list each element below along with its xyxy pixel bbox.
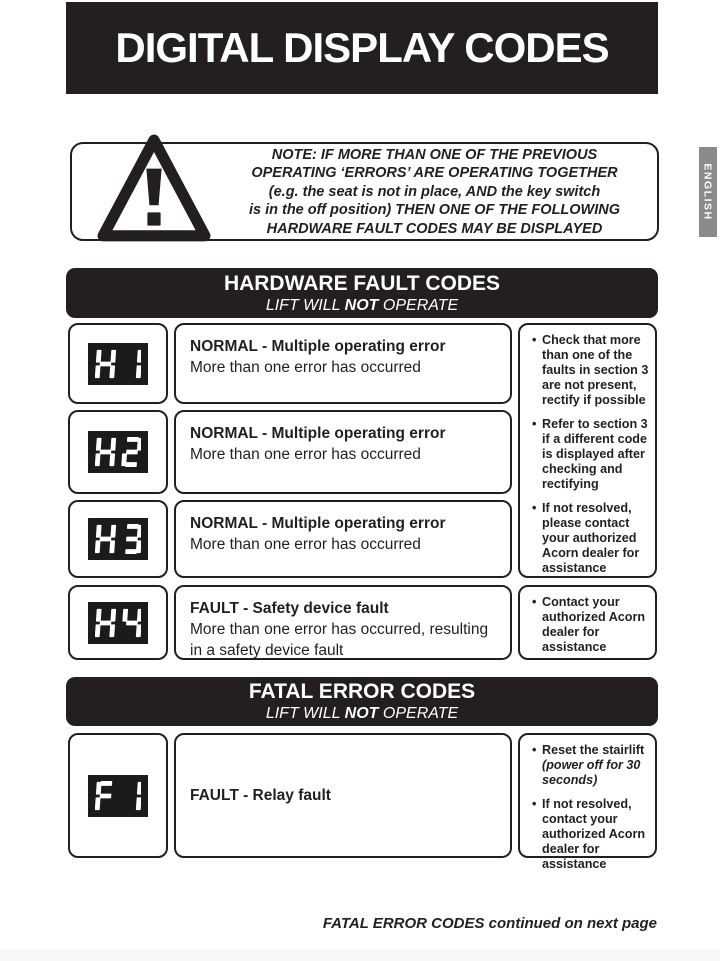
code-box-h3 <box>68 500 168 578</box>
fault-description: More than one error has occurred, resulting in a safety device fault <box>190 621 489 659</box>
banner-subtitle <box>266 704 458 723</box>
digital-display-h1 <box>88 343 148 385</box>
language-tab-english <box>699 147 717 237</box>
fault-title: NORMAL - Multiple operating error <box>190 425 446 442</box>
digital-display-f1 <box>88 775 148 817</box>
advice-box-h4 <box>518 585 657 660</box>
seven-segment-code <box>95 781 141 811</box>
advice-bullet: • Refer to section 3 if a different code is displayed after checking and rectifying <box>532 417 650 492</box>
advice-text: Reset the stairlift <box>542 743 645 757</box>
seven-segment-code <box>95 437 141 467</box>
desc-box-h4 <box>174 585 512 660</box>
note-line: HARDWARE FAULT CODES MAY BE DISPLAYED <box>266 220 603 237</box>
fault-title: FAULT - Safety device fault <box>190 600 389 617</box>
advice-bullet: • If not resolved, contact your authorized Acorn dealer for assistance <box>532 797 650 872</box>
banner-sub-pre: LIFT WILL <box>265 705 345 722</box>
banner-subtitle <box>266 296 458 315</box>
page-edge-strip <box>0 949 720 961</box>
advice-bullet: • Check that more than one of the faults in section 3 are not present, rectify if possible <box>532 333 650 408</box>
advice-box-f1 <box>518 733 657 871</box>
desc-box-h1 <box>174 323 512 404</box>
note-line: OPERATING ‘ERRORS’ ARE OPERATING TOGETHER <box>251 164 618 181</box>
fault-title: NORMAL - Multiple operating error <box>190 515 446 532</box>
digital-display-h3 <box>88 518 148 560</box>
advice-bullet <box>532 743 650 788</box>
fault-title: FAULT - Relay fault <box>190 787 331 804</box>
warning-triangle-icon <box>95 131 213 247</box>
code-box-h1 <box>68 323 168 404</box>
desc-box-h3 <box>174 500 512 578</box>
digital-display-h2 <box>88 431 148 473</box>
hardware-fault-codes-banner <box>66 268 658 318</box>
seven-segment-code <box>95 349 141 379</box>
banner-sub-post: OPERATE <box>378 705 459 722</box>
banner-sub-pre: LIFT WILL <box>265 296 345 314</box>
advice-bullet: • If not resolved, please contact your authorized Acorn dealer for assistance <box>532 501 650 576</box>
banner-title: FATAL ERROR CODES <box>248 680 476 703</box>
fault-description: More than one error has occurred <box>190 446 421 463</box>
page-title: DIGITAL DISPLAY CODES <box>115 24 609 71</box>
code-box-h4 <box>68 585 168 660</box>
note-line: is in the off position) THEN ONE OF THE FOLLOWING <box>248 201 621 218</box>
banner-sub-post: OPERATE <box>378 296 459 314</box>
digital-display-h4 <box>88 602 148 644</box>
code-box-h2 <box>68 410 168 494</box>
fatal-error-codes-banner <box>66 677 658 726</box>
page-title-bar <box>66 2 658 94</box>
fault-description: More than one error has occurred <box>190 536 421 553</box>
note-line: (e.g. the seat is not in place, AND the key switch <box>268 183 601 200</box>
desc-box-h2 <box>174 410 512 494</box>
banner-title: HARDWARE FAULT CODES <box>223 271 501 295</box>
advice-text-italic: (power off for 30 seconds) <box>542 758 641 787</box>
banner-sub-bold: NOT <box>344 296 379 314</box>
continued-footer-note: FATAL ERROR CODES continued on next page <box>322 915 657 932</box>
code-box-f1 <box>68 733 168 858</box>
advice-bullet: • Contact your authorized Acorn dealer for assistance <box>532 595 650 655</box>
seven-segment-code <box>95 608 141 638</box>
language-tab-label: ENGLISH <box>702 163 715 221</box>
banner-sub-bold: NOT <box>344 705 379 722</box>
desc-box-f1 <box>174 733 512 858</box>
note-text <box>220 145 649 238</box>
note-line: NOTE: IF MORE THAN ONE OF THE PREVIOUS <box>271 146 598 163</box>
fault-description: More than one error has occurred <box>190 359 421 376</box>
seven-segment-code <box>95 524 141 554</box>
advice-box-h1-h3 <box>518 323 657 578</box>
fault-title: NORMAL - Multiple operating error <box>190 338 446 355</box>
